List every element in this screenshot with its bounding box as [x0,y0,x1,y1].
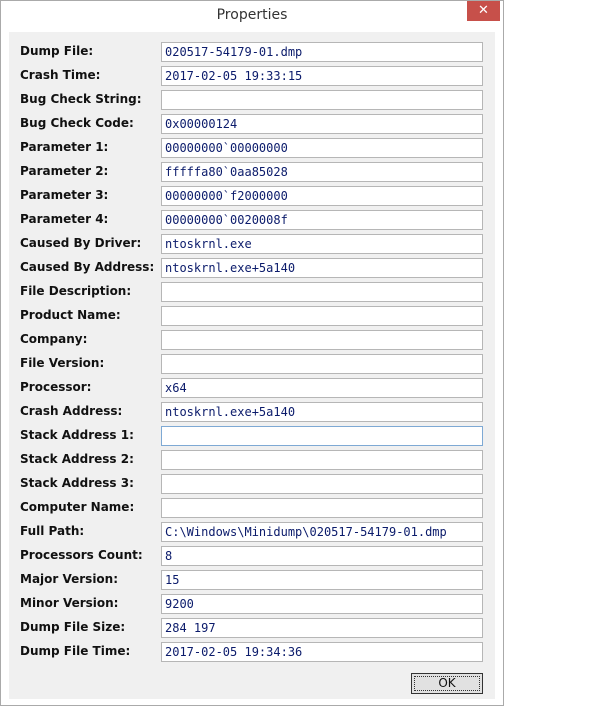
property-value-field[interactable]: 8 [161,546,483,566]
property-value-field[interactable] [161,498,483,518]
property-label: File Description: [20,284,132,298]
property-value-field[interactable]: 2017-02-05 19:34:36 [161,642,483,662]
property-row [9,522,495,542]
property-value-field[interactable] [161,90,483,110]
property-row [9,42,495,62]
property-row [9,498,495,518]
property-value-field[interactable] [161,330,483,350]
title-bar[interactable] [1,1,503,31]
property-value-field[interactable]: 0x00000124 [161,114,483,134]
close-button[interactable] [467,1,500,21]
property-label: Crash Address: [20,404,123,418]
property-value-field[interactable] [161,474,483,494]
property-value-field[interactable]: ntoskrnl.exe+5a140 [161,258,483,278]
property-label: Parameter 2: [20,164,109,178]
property-label: Parameter 1: [20,140,109,154]
property-value-field[interactable]: 00000000`f2000000 [161,186,483,206]
property-value-field[interactable] [161,306,483,326]
property-value-field[interactable]: 00000000`00000000 [161,138,483,158]
property-label: Product Name: [20,308,121,322]
property-label: Stack Address 3: [20,476,134,490]
property-row [9,450,495,470]
property-row [9,426,495,446]
property-value-field[interactable]: x64 [161,378,483,398]
property-row [9,234,495,254]
property-value-field[interactable] [161,282,483,302]
property-value-field[interactable]: fffffa80`0aa85028 [161,162,483,182]
property-label: Parameter 3: [20,188,109,202]
property-label: Caused By Address: [20,260,155,274]
property-value-field[interactable]: ntoskrnl.exe+5a140 [161,402,483,422]
property-row [9,90,495,110]
property-label: Processor: [20,380,92,394]
property-row [9,546,495,566]
dialog-body [9,32,495,699]
property-value-field[interactable]: C:\Windows\Minidump\020517-54179-01.dmp [161,522,483,542]
property-row [9,306,495,326]
property-row [9,162,495,182]
property-row [9,642,495,662]
property-value-field[interactable]: 020517-54179-01.dmp [161,42,483,62]
property-label: Bug Check String: [20,92,142,106]
property-label: Stack Address 1: [20,428,134,442]
property-value-field[interactable]: 00000000`0020008f [161,210,483,230]
property-label: Dump File Time: [20,644,131,658]
property-label: Minor Version: [20,596,119,610]
dialog-title: Properties [216,7,288,23]
property-label: Computer Name: [20,500,135,514]
property-value-field[interactable]: 9200 [161,594,483,614]
property-row [9,258,495,278]
property-value-field[interactable]: ntoskrnl.exe [161,234,483,254]
property-label: File Version: [20,356,105,370]
property-label: Dump File: [20,44,94,58]
property-row [9,570,495,590]
property-value-field[interactable] [161,426,483,446]
property-label: Dump File Size: [20,620,126,634]
ok-button[interactable]: OK [411,673,483,694]
property-value-field[interactable]: 284 197 [161,618,483,638]
property-row [9,186,495,206]
property-label: Bug Check Code: [20,116,134,130]
property-row [9,330,495,350]
property-label: Parameter 4: [20,212,109,226]
property-label: Stack Address 2: [20,452,134,466]
property-row [9,282,495,302]
property-value-field[interactable]: 2017-02-05 19:33:15 [161,66,483,86]
property-row [9,474,495,494]
property-label: Full Path: [20,524,85,538]
property-row [9,402,495,422]
property-row [9,618,495,638]
property-row [9,66,495,86]
property-value-field[interactable]: 15 [161,570,483,590]
property-label: Crash Time: [20,68,101,82]
close-icon: ✕ [478,3,489,18]
property-row [9,210,495,230]
property-label: Company: [20,332,88,346]
property-row [9,138,495,158]
property-value-field[interactable] [161,354,483,374]
property-label: Processors Count: [20,548,143,562]
property-row [9,594,495,614]
property-label: Caused By Driver: [20,236,142,250]
property-row [9,114,495,134]
property-row [9,354,495,374]
property-value-field[interactable] [161,450,483,470]
property-row [9,378,495,398]
property-label: Major Version: [20,572,119,586]
